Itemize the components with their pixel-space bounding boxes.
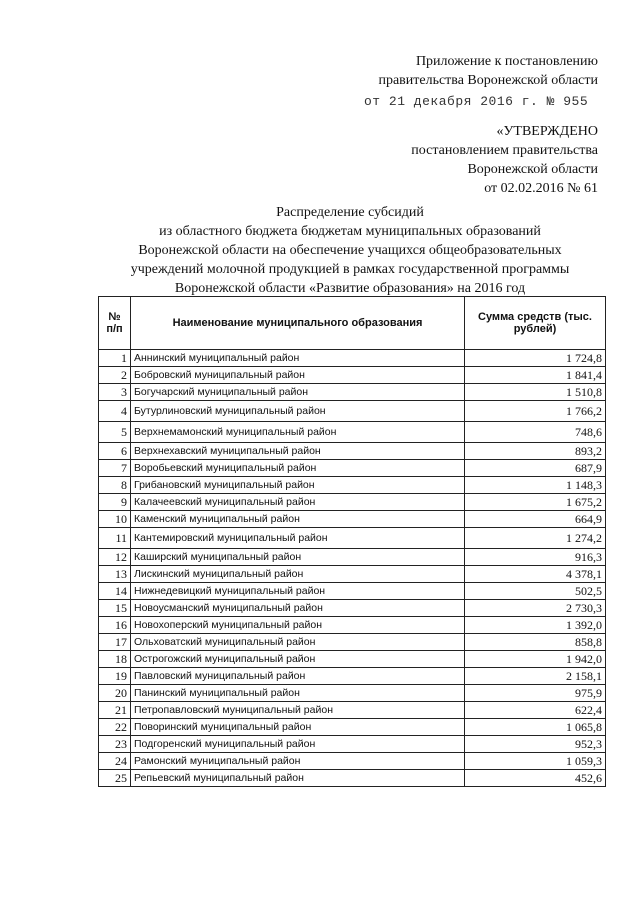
- approval-line-1: «УТВЕРЖДЕНО: [496, 124, 598, 139]
- subsidy-amount: 1 065,8: [465, 719, 606, 736]
- row-number: 1: [99, 350, 131, 367]
- table-row: [99, 719, 606, 736]
- row-number: 24: [99, 753, 131, 770]
- row-number: 17: [99, 634, 131, 651]
- municipality-name: Новохоперский муниципальный район: [131, 617, 465, 634]
- subsidy-amount: 748,6: [465, 422, 606, 443]
- row-number: 20: [99, 685, 131, 702]
- subsidy-amount: 952,3: [465, 736, 606, 753]
- row-number: 19: [99, 668, 131, 685]
- row-number: 8: [99, 477, 131, 494]
- table-row: [99, 401, 606, 422]
- municipality-name: Грибановский муниципальный район: [131, 477, 465, 494]
- municipality-name: Рамонский муниципальный район: [131, 753, 465, 770]
- table-row: [99, 511, 606, 528]
- subsidy-amount: 452,6: [465, 770, 606, 787]
- column-header-number: № п/п: [99, 297, 131, 350]
- subsidy-amount: 916,3: [465, 549, 606, 566]
- municipality-name: Бобровский муниципальный район: [131, 367, 465, 384]
- title-line-1: Распределение субсидий: [276, 205, 424, 220]
- municipality-name: Ольховатский муниципальный район: [131, 634, 465, 651]
- table-row: [99, 617, 606, 634]
- row-number: 10: [99, 511, 131, 528]
- subsidy-amount: 1 148,3: [465, 477, 606, 494]
- municipality-name: Нижнедевицкий муниципальный район: [131, 583, 465, 600]
- row-number: 25: [99, 770, 131, 787]
- subsidy-amount: 687,9: [465, 460, 606, 477]
- subsidy-amount: 1 675,2: [465, 494, 606, 511]
- row-number: 5: [99, 422, 131, 443]
- row-number: 12: [99, 549, 131, 566]
- subsidy-amount: 893,2: [465, 443, 606, 460]
- municipality-name: Острогожский муниципальный район: [131, 651, 465, 668]
- row-number: 21: [99, 702, 131, 719]
- title-line-4: учреждений молочной продукцией в рамках государственной программы: [130, 262, 570, 277]
- table-row: [99, 770, 606, 787]
- table-row: [99, 549, 606, 566]
- approval-line-4: от 02.02.2016 № 61: [484, 181, 598, 196]
- table-header-row: [99, 297, 606, 350]
- title-line-2: из областного бюджета бюджетам муниципальных образований: [159, 224, 541, 239]
- municipality-name: Новоусманский муниципальный район: [131, 600, 465, 617]
- row-number: 14: [99, 583, 131, 600]
- table-row: [99, 702, 606, 719]
- municipality-name: Лискинский муниципальный район: [131, 566, 465, 583]
- row-number: 9: [99, 494, 131, 511]
- municipality-name: Каменский муниципальный район: [131, 511, 465, 528]
- document-title: [100, 203, 600, 298]
- subsidy-amount: 1 274,2: [465, 528, 606, 549]
- subsidy-amount: 2 730,3: [465, 600, 606, 617]
- subsidy-amount: 1 841,4: [465, 367, 606, 384]
- column-header-name: Наименование муниципального образования: [131, 297, 465, 350]
- row-number: 2: [99, 367, 131, 384]
- row-number: 7: [99, 460, 131, 477]
- subsidy-amount: 1 059,3: [465, 753, 606, 770]
- row-number: 16: [99, 617, 131, 634]
- table-row: [99, 367, 606, 384]
- table-row: [99, 528, 606, 549]
- municipality-name: Богучарский муниципальный район: [131, 384, 465, 401]
- municipality-name: Кантемировский муниципальный район: [131, 528, 465, 549]
- appendix-header: [318, 52, 598, 111]
- subsidy-table: [98, 296, 606, 787]
- row-number: 13: [99, 566, 131, 583]
- municipality-name: Бутурлиновский муниципальный район: [131, 401, 465, 422]
- table-row: [99, 634, 606, 651]
- date-stamp: от 21 декабря 2016 г. № 955: [364, 94, 589, 109]
- table-row: [99, 460, 606, 477]
- table-row: [99, 384, 606, 401]
- appendix-line-2: правительства Воронежской области: [378, 73, 598, 88]
- municipality-name: Павловский муниципальный район: [131, 668, 465, 685]
- subsidy-amount: 1 724,8: [465, 350, 606, 367]
- table-row: [99, 350, 606, 367]
- row-number: 22: [99, 719, 131, 736]
- municipality-name: Калачеевский муниципальный район: [131, 494, 465, 511]
- row-number: 23: [99, 736, 131, 753]
- appendix-line-1: Приложение к постановлению: [415, 54, 598, 69]
- table-row: [99, 685, 606, 702]
- table-row: [99, 600, 606, 617]
- municipality-name: Репьевский муниципальный район: [131, 770, 465, 787]
- municipality-name: Аннинский муниципальный район: [131, 350, 465, 367]
- table-row: [99, 494, 606, 511]
- subsidy-amount: 1 766,2: [465, 401, 606, 422]
- subsidy-amount: 2 158,1: [465, 668, 606, 685]
- approval-line-3: Воронежской области: [467, 162, 598, 177]
- row-number: 11: [99, 528, 131, 549]
- municipality-name: Петропавловский муниципальный район: [131, 702, 465, 719]
- subsidy-amount: 1 942,0: [465, 651, 606, 668]
- municipality-name: Воробьевский муниципальный район: [131, 460, 465, 477]
- subsidy-amount: 622,4: [465, 702, 606, 719]
- subsidy-amount: 502,5: [465, 583, 606, 600]
- municipality-name: Каширский муниципальный район: [131, 549, 465, 566]
- column-header-sum: Сумма средств (тыс. рублей): [465, 297, 606, 350]
- subsidy-amount: 1 510,8: [465, 384, 606, 401]
- subsidy-amount: 1 392,0: [465, 617, 606, 634]
- row-number: 18: [99, 651, 131, 668]
- table-row: [99, 443, 606, 460]
- row-number: 15: [99, 600, 131, 617]
- row-number: 3: [99, 384, 131, 401]
- municipality-name: Верхнехавский муниципальный район: [131, 443, 465, 460]
- table-row: [99, 477, 606, 494]
- municipality-name: Верхнемамонский муниципальный район: [131, 422, 465, 443]
- subsidy-amount: 975,9: [465, 685, 606, 702]
- table-row: [99, 651, 606, 668]
- table-row: [99, 736, 606, 753]
- approval-line-2: постановлением правительства: [411, 143, 598, 158]
- approval-block: [338, 122, 598, 198]
- subsidy-amount: 858,8: [465, 634, 606, 651]
- row-number: 4: [99, 401, 131, 422]
- row-number: 6: [99, 443, 131, 460]
- table-row: [99, 583, 606, 600]
- table-row: [99, 753, 606, 770]
- municipality-name: Поворинский муниципальный район: [131, 719, 465, 736]
- title-line-5: Воронежской области «Развитие образования» на 2016 год: [174, 281, 526, 296]
- table-row: [99, 566, 606, 583]
- title-line-3: Воронежской области на обеспечение учащихся общеобразовательных: [138, 243, 562, 258]
- table-body: [99, 350, 606, 787]
- table-row: [99, 422, 606, 443]
- subsidy-amount: 4 378,1: [465, 566, 606, 583]
- municipality-name: Панинский муниципальный район: [131, 685, 465, 702]
- subsidy-amount: 664,9: [465, 511, 606, 528]
- municipality-name: Подгоренский муниципальный район: [131, 736, 465, 753]
- table-row: [99, 668, 606, 685]
